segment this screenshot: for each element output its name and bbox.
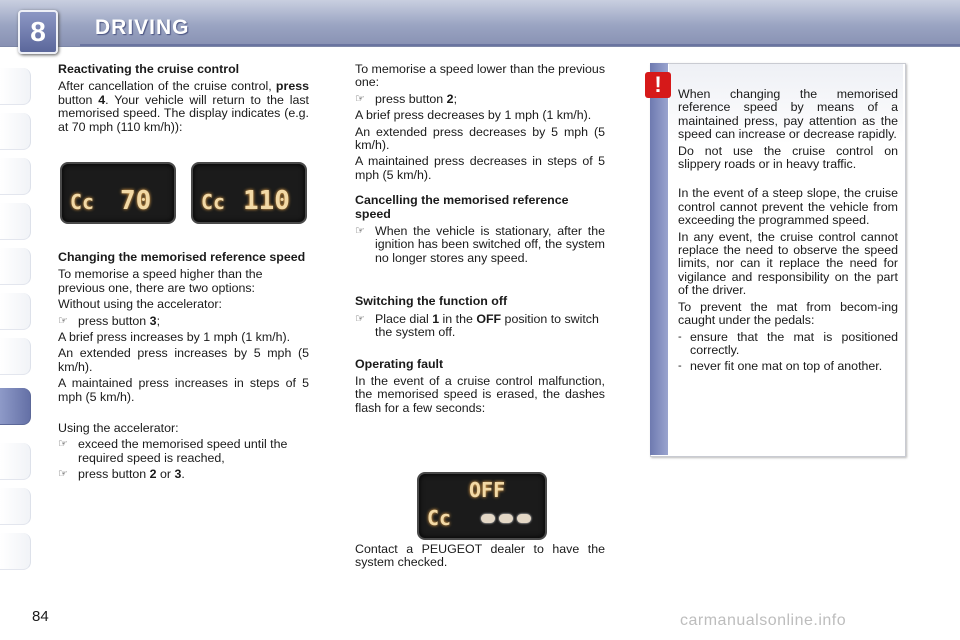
left-column — [58, 63, 309, 137]
extended-press-decrease: An extended press decreases by 5 mph (5 km/h). — [355, 124, 605, 153]
left-column-lower — [58, 251, 309, 482]
display-prefix: Cc — [427, 506, 452, 530]
button-number: 3 — [174, 467, 182, 482]
display-prefix: Cc — [70, 190, 95, 214]
footer-watermark: carmanualsonline.info — [680, 612, 847, 629]
switch-off-heading: Switching the function off — [355, 294, 508, 309]
display-speed-value: 110 — [243, 186, 290, 216]
operating-fault-heading: Operating fault — [355, 356, 444, 371]
warning-content — [678, 88, 898, 374]
press-button-label: press button — [78, 313, 147, 328]
dial-number: 1 — [432, 311, 440, 326]
operating-fault-text: In the event of a cruise control malfunction, the memorised speed is erased, the dashes flash for a few seconds: — [355, 373, 605, 415]
middle-column — [355, 63, 605, 418]
button-number: 4 — [98, 92, 106, 107]
press-button-2-bullet — [355, 93, 605, 106]
header-underline — [80, 44, 960, 46]
pointer-icon: ☞ — [58, 468, 68, 481]
using-accelerator: Using the accelerator: — [58, 421, 179, 436]
warning-paragraph-4: In any event, the cruise control cannot replace the need to observe the speed limits, nor can it replace the need for vigilance and responsibility on the part of the driver. — [678, 229, 898, 298]
pointer-icon: ☞ — [58, 438, 68, 451]
side-tab-active[interactable] — [0, 388, 31, 425]
cancel-heading: Cancelling the memorised reference speed — [355, 193, 569, 221]
cancel-bullet — [355, 225, 605, 265]
cruise-fault-display — [417, 472, 547, 540]
display-speed-value: 70 — [120, 186, 152, 216]
warning-icon: ! — [645, 72, 671, 98]
exceed-speed-text: exceed the memorised speed until the required speed is reached, — [78, 437, 288, 465]
exceed-speed-bullet — [58, 438, 309, 465]
warning-paragraph-3: In the event of a steep slope, the cruise control cannot prevent the vehicle from exceeding the programmed speed. — [678, 186, 898, 228]
without-accelerator: Without using the accelerator: — [58, 297, 222, 312]
side-tab[interactable] — [0, 68, 31, 105]
switch-text: position to switch the system off. — [375, 311, 599, 340]
cancel-text: When the vehicle is stationary, after the ignition has been switched off, the system no longer stores any speed. — [375, 224, 605, 265]
cruise-display-110 — [191, 162, 307, 224]
side-tab[interactable] — [0, 488, 31, 525]
dash-segment — [517, 514, 531, 523]
chapter-number-badge: 8 — [18, 10, 58, 54]
warning-list-item-2 — [678, 360, 898, 373]
display-dashes — [481, 514, 531, 523]
side-tab[interactable] — [0, 443, 31, 480]
press-word: press — [275, 79, 309, 94]
lower-speed-intro: To memorise a speed lower than the previous one: — [355, 62, 606, 90]
button-number: 2 — [149, 467, 157, 482]
cruise-display-70 — [60, 162, 176, 224]
maintained-press-increase: A maintained press increases in steps of 5 mph (5 km/h). — [58, 376, 309, 404]
contact-note — [355, 543, 605, 573]
reactivate-text-end: . Your vehicle will return to the last memorised speed. The display indicates (e.g. at 70 mph (110 km/h)): — [58, 92, 309, 134]
warning-paragraph-5: To prevent the mat from becom-ing caught under the pedals: — [678, 299, 898, 328]
page-number: 84 — [32, 608, 49, 625]
press-button-3-bullet — [58, 315, 309, 328]
contact-dealer-text: Contact a PEUGEOT dealer to have the system checked. — [355, 542, 605, 570]
brief-press-decrease: A brief press decreases by 1 mph (1 km/h). — [355, 108, 592, 123]
brief-press-increase: A brief press increases by 1 mph (1 km/h). — [58, 330, 291, 345]
chapter-title: DRIVING — [95, 16, 190, 39]
extended-press-increase: An extended press increases by 5 mph (5 km/h). — [58, 346, 309, 374]
reactivate-paragraph — [58, 80, 309, 134]
warning-item-text: never fit one mat on top of another. — [690, 359, 883, 374]
side-tab[interactable] — [0, 338, 31, 375]
change-intro: To memorise a speed higher than the previous one, there are two options: — [58, 267, 263, 295]
dash-segment — [481, 514, 495, 523]
button-number: 3 — [149, 313, 157, 328]
warning-item-text: ensure that the mat is positioned correctly. — [690, 329, 898, 357]
side-tab[interactable] — [0, 248, 31, 285]
punctuation: ; — [156, 313, 161, 328]
dash-segment — [499, 514, 513, 523]
button-number: 2 — [446, 91, 454, 106]
pointer-icon: ☞ — [355, 312, 365, 325]
pointer-icon: ☞ — [58, 314, 68, 327]
dash-marker: - — [678, 360, 682, 373]
warning-list-item-1 — [678, 331, 898, 358]
chapter-side-tabs — [0, 68, 30, 578]
pointer-icon: ☞ — [355, 92, 365, 105]
press-button-label: press button — [78, 467, 147, 482]
display-off-text: OFF — [469, 478, 506, 502]
side-tab[interactable] — [0, 533, 31, 570]
switch-text: in the — [442, 311, 473, 326]
switch-text: Place dial — [375, 311, 429, 326]
switch-off-bullet — [355, 313, 605, 340]
change-heading: Changing the memorised reference speed — [58, 250, 306, 264]
pointer-icon: ☞ — [355, 225, 365, 238]
press-button-2-or-3-bullet — [58, 468, 309, 481]
side-tab[interactable] — [0, 158, 31, 195]
reactivate-heading: Reactivating the cruise control — [58, 62, 240, 76]
warning-side-bar — [650, 63, 668, 455]
display-prefix: Cc — [201, 190, 226, 214]
reactivate-text: After cancellation of the cruise control, — [58, 79, 272, 94]
side-tab[interactable] — [0, 203, 31, 240]
warning-paragraph-1: When changing the memorised reference speed by means of a maintained press, pay attention as the speed can increase or decrease rapidly. — [678, 87, 898, 142]
button-word: button — [58, 92, 93, 107]
dash-marker: - — [678, 330, 682, 343]
or-word: or — [160, 467, 172, 482]
side-tab[interactable] — [0, 293, 31, 330]
warning-paragraph-2: Do not use the cruise control on slippery roads or in heavy traffic. — [678, 143, 898, 172]
punctuation: ; — [453, 91, 458, 106]
maintained-press-decrease: A maintained press decreases in steps of 5 mph (5 km/h). — [355, 154, 605, 182]
press-button-label: press button — [375, 91, 444, 106]
off-word: OFF — [476, 311, 502, 326]
side-tab[interactable] — [0, 113, 31, 150]
punctuation: . — [181, 467, 185, 482]
